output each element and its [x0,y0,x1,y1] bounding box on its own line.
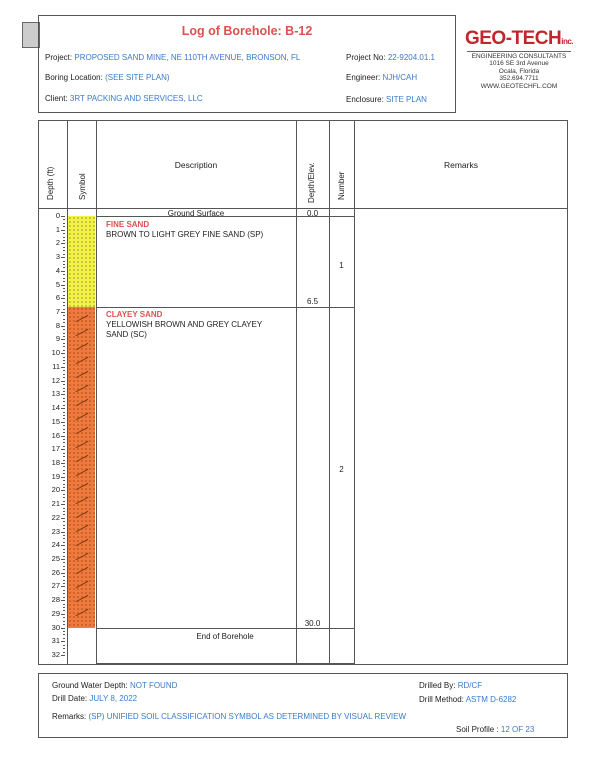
depth-label: 9 [55,334,60,344]
depth-tick [61,614,65,615]
depth-minor-tick [63,237,65,238]
depth-minor-tick [63,556,65,557]
depth-minor-tick [63,607,65,608]
col-description: Description [174,160,218,170]
drill-method-label: Drill Method: [419,695,464,704]
depth-minor-tick [63,621,65,622]
depth-tick [61,243,65,244]
col-number: Number [337,171,346,200]
depth-minor-tick [63,645,65,646]
col-symbol: Symbol [78,173,87,200]
depth-minor-tick [63,288,65,289]
depth-tick [61,353,65,354]
logo-address-2: Ocala, Florida [498,67,540,75]
depth-label: 13 [51,389,60,399]
depth-minor-tick [63,302,65,303]
depth-label: 1 [55,224,60,234]
drill-method-value: ASTM D-6282 [465,695,517,704]
soil-profile-label: Soil Profile : [456,725,499,734]
depth-minor-tick [63,291,65,292]
depth-minor-tick [63,267,65,268]
depth-minor-tick [63,460,65,461]
depth-tick [61,504,65,505]
depth-minor-tick [63,377,65,378]
ground-elev: 0.0 [306,209,319,218]
depth-minor-tick [63,542,65,543]
depth-tick [61,600,65,601]
depth-minor-tick [63,374,65,375]
drilled-by-row [419,681,482,690]
remarks-label: Remarks: [52,712,87,721]
depth-label: 8 [55,320,60,330]
enclosure-row [346,95,427,104]
depth-minor-tick [63,566,65,567]
depth-minor-tick [63,538,65,539]
page-title: Log of Borehole: B-12 [181,24,313,38]
depth-minor-tick [63,418,65,419]
depth-minor-tick [63,432,65,433]
logo-phone: 352.694.7711 [499,75,539,82]
depth-minor-tick [63,233,65,234]
depth-minor-tick [63,648,65,649]
layer1-description: BROWN TO LIGHT GREY FINE SAND (SP) [106,230,264,239]
depth-minor-tick [63,525,65,526]
depth-minor-tick [63,453,65,454]
enclosure-value: SITE PLAN [386,95,427,104]
depth-tick [61,298,65,299]
depth-minor-tick [63,456,65,457]
depth-minor-tick [63,580,65,581]
depth-tick [61,586,65,587]
depth-minor-tick [63,264,65,265]
depth-tick [61,518,65,519]
depth-minor-tick [63,219,65,220]
project-no-label: Project No: [346,53,386,62]
engineer-label: Engineer: [346,73,381,82]
depth-minor-tick [63,401,65,402]
depth-label: 15 [51,416,60,426]
depth-minor-tick [63,446,65,447]
divider-elev [329,120,330,665]
boring-location-row [45,73,170,82]
drill-date-row [52,694,137,703]
depth-minor-tick [63,593,65,594]
depth-minor-tick [63,398,65,399]
depth-tick [61,490,65,491]
depth-minor-tick [63,254,65,255]
sc-clayey-sand-symbol [68,307,95,628]
layer2-name: CLAYEY SAND [106,310,163,319]
depth-minor-tick [63,535,65,536]
depth-tick [61,312,65,313]
depth-label: 31 [51,636,60,646]
groundwater-row [52,681,177,690]
depth-label: 10 [51,348,60,358]
depth-tick [61,216,65,217]
logo-subtitle: ENGINEERING CONSULTANTS [467,51,571,60]
layer2-bottom-depth: 30.0 [304,619,321,628]
depth-label: 26 [51,567,60,577]
depth-minor-tick [63,391,65,392]
depth-label: 16 [51,430,60,440]
depth-tick [61,628,65,629]
depth-minor-tick [63,278,65,279]
depth-tick [61,339,65,340]
project-no-value: 22-9204.01.1 [387,53,435,62]
depth-tick [61,436,65,437]
remarks-value: (SP) UNIFIED SOIL CLASSIFICATION SYMBOL AS DETERMINED BY VISUAL REVIEW [88,712,407,721]
depth-minor-tick [63,363,65,364]
depth-minor-tick [63,360,65,361]
engineer-row [346,73,417,82]
depth-minor-tick [63,631,65,632]
depth-minor-tick [63,487,65,488]
drill-date-value: JULY 8, 2022 [89,694,138,703]
depth-minor-tick [63,226,65,227]
remarks-row [52,712,406,721]
depth-minor-tick [63,576,65,577]
depth-minor-tick [63,305,65,306]
depth-tick [61,559,65,560]
depth-minor-tick [63,549,65,550]
groundwater-value: NOT FOUND [129,681,178,690]
depth-minor-tick [63,412,65,413]
sp-fine-sand-symbol [68,216,95,307]
depth-label: 25 [51,554,60,563]
soil-profile-row [456,725,534,734]
depth-minor-tick [63,309,65,310]
drill-method-row [419,695,516,704]
depth-label: 20 [51,485,60,495]
depth-label: 27 [51,581,60,591]
depth-minor-tick [63,508,65,509]
project-row [45,53,300,62]
depth-minor-tick [63,439,65,440]
depth-minor-tick [63,638,65,639]
divider-number [354,120,355,665]
depth-minor-tick [63,562,65,563]
depth-minor-tick [63,329,65,330]
depth-minor-tick [63,384,65,385]
depth-tick [61,545,65,546]
depth-minor-tick [63,442,65,443]
depth-tick [61,257,65,258]
ground-surface-label: Ground Surface [167,209,225,218]
depth-label: 12 [51,375,60,385]
depth-minor-tick [63,261,65,262]
layer2-bottom-line [96,628,354,629]
depth-minor-tick [63,333,65,334]
depth-label: 7 [55,307,60,317]
depth-minor-tick [63,295,65,296]
depth-minor-tick [63,343,65,344]
depth-minor-tick [63,223,65,224]
depth-tick [61,367,65,368]
col-depth: Depth (ft) [46,166,55,200]
depth-minor-tick [63,250,65,251]
depth-minor-tick [63,425,65,426]
depth-label: 17 [51,444,60,454]
depth-tick [61,641,65,642]
depth-minor-tick [63,466,65,467]
depth-label: 11 [52,361,60,371]
depth-label: 30 [51,622,60,632]
depth-label: 5 [55,279,60,289]
depth-label: 6 [55,293,60,303]
end-line [96,663,354,664]
groundwater-label: Ground Water Depth: [52,681,128,690]
depth-minor-tick [63,240,65,241]
depth-label: 22 [51,512,60,522]
layer1-bottom-line [96,307,354,308]
depth-minor-tick [63,388,65,389]
depth-minor-tick [63,552,65,553]
depth-tick [61,271,65,272]
depth-minor-tick [63,484,65,485]
depth-minor-tick [63,357,65,358]
depth-label: 29 [51,608,60,618]
drilled-by-label: Drilled By: [419,681,456,690]
col-depth-elev: Depth/Elev. [307,162,316,203]
depth-minor-tick [63,610,65,611]
depth-minor-tick [63,528,65,529]
project-no-row [346,53,435,62]
depth-minor-tick [63,569,65,570]
depth-minor-tick [63,514,65,515]
depth-minor-tick [63,521,65,522]
depth-label: 18 [51,457,60,467]
depth-label: 32 [51,650,60,660]
depth-tick [61,394,65,395]
client-value: 3RT PACKING AND SERVICES, LLC [69,94,203,103]
depth-minor-tick [63,624,65,625]
depth-minor-tick [63,336,65,337]
client-row [45,94,203,103]
drilled-by-value: RD/CF [457,681,483,690]
depth-minor-tick [63,274,65,275]
depth-label: 24 [51,540,60,550]
logo-website: WWW.GEOTECHFL.COM [480,82,558,90]
col-remarks: Remarks [443,160,478,170]
depth-label: 14 [51,403,60,413]
engineer-value: NJH/CAH [382,73,418,82]
depth-tick [61,573,65,574]
sample-number-2: 2 [339,465,344,474]
company-logo [460,28,578,90]
depth-label: 19 [51,471,60,481]
depth-minor-tick [63,501,65,502]
depth-tick [61,532,65,533]
depth-minor-tick [63,473,65,474]
project-value: PROPOSED SAND MINE, NE 110TH AVENUE, BRONSON, FL [74,53,301,62]
depth-tick [61,477,65,478]
logo-address-1: 1016 SE 3rd Avenue [489,60,549,67]
depth-minor-tick [63,429,65,430]
depth-tick [61,655,65,656]
divider-description [296,120,297,665]
layer2-description-2: SAND (SC) [106,330,147,339]
depth-label: 3 [55,252,60,262]
drill-date-label: Drill Date: [52,694,88,703]
depth-label: 4 [55,265,60,275]
divider-symbol [96,120,97,665]
depth-minor-tick [63,590,65,591]
layer1-bottom-depth: 6.5 [306,297,319,306]
depth-tick [61,381,65,382]
depth-minor-tick [63,583,65,584]
boring-location-value: (SEE SITE PLAN) [105,73,170,82]
depth-minor-tick [63,346,65,347]
log-table [38,120,568,665]
client-label: Client: [45,94,68,103]
layer1-name: FINE SAND [106,220,150,229]
depth-minor-tick [63,494,65,495]
depth-minor-tick [63,652,65,653]
depth-minor-tick [63,634,65,635]
depth-tick [61,463,65,464]
logo-name: GEO-TECHinc. [464,28,574,49]
depth-minor-tick [63,511,65,512]
depth-minor-tick [63,350,65,351]
sample-number-1: 1 [339,261,344,270]
layer2-description-1: YELLOWISH BROWN AND GREY CLAYEY [106,320,263,329]
depth-minor-tick [63,315,65,316]
depth-label: 0 [55,211,60,220]
depth-label: 28 [51,595,60,605]
depth-minor-tick [63,281,65,282]
depth-minor-tick [63,319,65,320]
end-of-borehole: End of Borehole [196,632,254,641]
depth-label: 2 [55,238,60,248]
depth-minor-tick [63,470,65,471]
depth-tick [61,408,65,409]
depth-minor-tick [63,370,65,371]
depth-tick [61,285,65,286]
depth-tick [61,326,65,327]
depth-minor-tick [63,405,65,406]
depth-minor-tick [63,604,65,605]
depth-minor-tick [63,322,65,323]
depth-minor-tick [63,480,65,481]
depth-minor-tick [63,617,65,618]
depth-minor-tick [63,247,65,248]
depth-tick [61,449,65,450]
depth-label: 21 [51,499,60,509]
depth-minor-tick [63,597,65,598]
soil-profile-value: 12 OF 23 [500,725,535,734]
boring-location-label: Boring Location: [45,73,103,82]
enclosure-label: Enclosure: [346,95,384,104]
depth-minor-tick [63,497,65,498]
depth-minor-tick [63,415,65,416]
depth-tick [61,230,65,231]
depth-label: 23 [51,526,60,536]
depth-tick [61,422,65,423]
project-label: Project: [45,53,73,62]
